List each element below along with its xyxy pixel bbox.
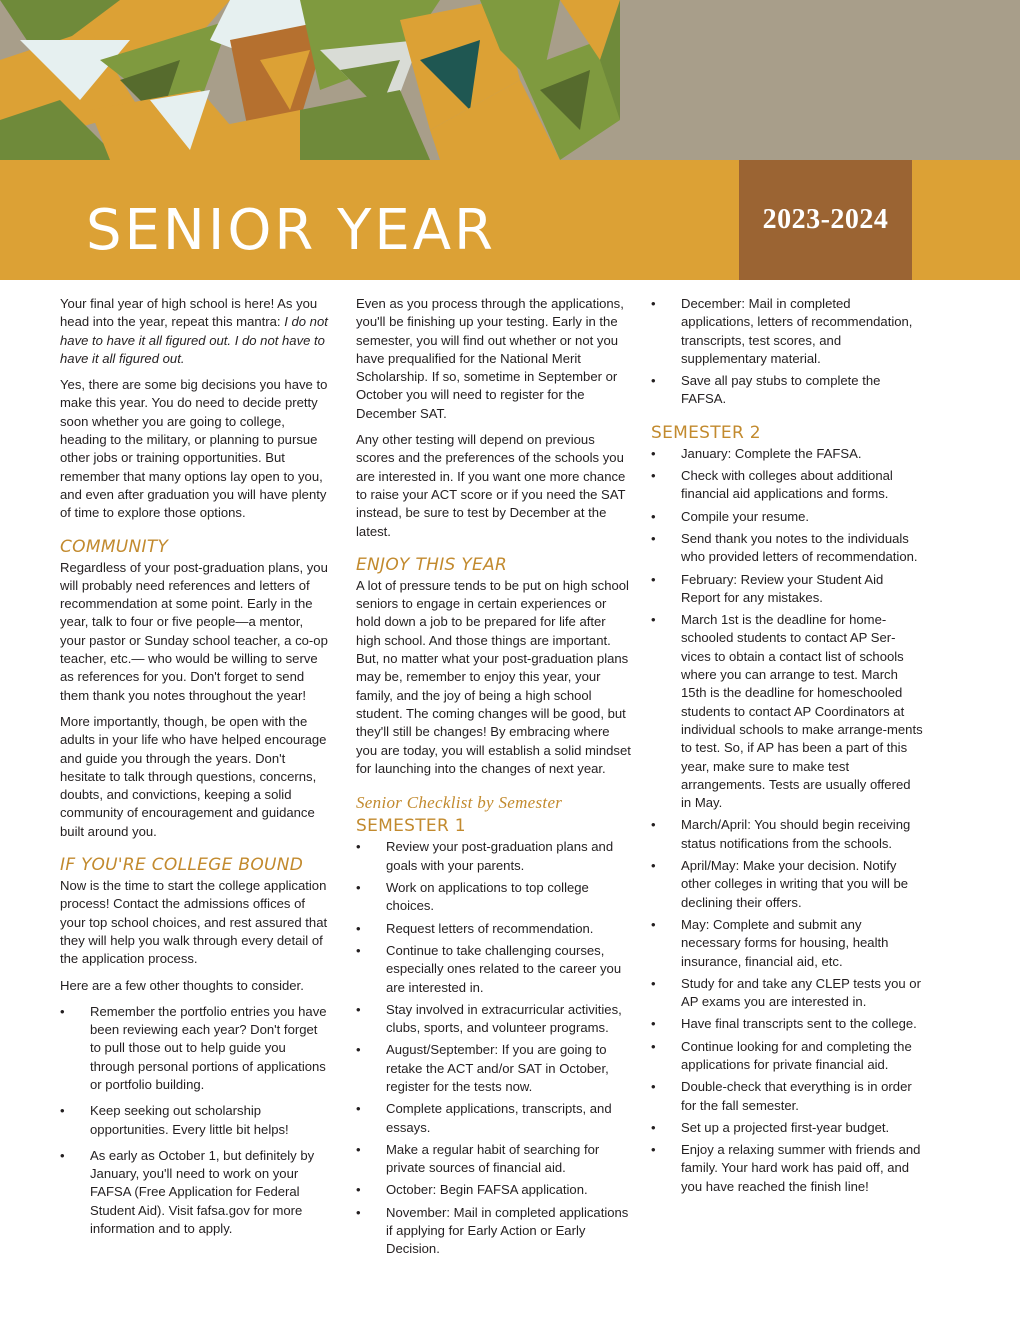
intro-paragraph-2: Yes, there are some big decisions you have to make this year. You do need to decide pretty soon whether you are going to college, heading to the military, or planning to pursue other jobs or training opportunities. But remember that many options lay open to you, and even after graduation you will have plenty of time to explore those options. (60, 377, 328, 521)
geometric-art (0, 0, 1020, 160)
list-item: • Set up a projected first-year budget. (651, 1119, 923, 1137)
list-item: • Work on applications to top college choices. (356, 879, 631, 916)
list-item: • Complete applications, transcripts, and essays. (356, 1100, 631, 1137)
college-heading: IF YOU'RE COLLEGE BOUND (60, 855, 304, 876)
semester-2-list (651, 445, 923, 1196)
testing-paragraph-1: Even as you process through the applications, you'll be finishing up your testing. Early in the semester, you will find out whether or not you have prequalified for the National Merit Scholarship. If so, sometime in September or October you will need to register for the December SAT. (356, 296, 624, 421)
semester-1-list (356, 838, 631, 1258)
enjoy-heading: ENJOY THIS YEAR (356, 554, 508, 575)
list-item: • Enjoy a relaxing summer with friends and family. Your hard work has paid off, and you have reached the finish line! (651, 1141, 923, 1196)
list-item: • Stay involved in extracurricular activities, clubs, sports, and volunteer programs. (356, 1001, 631, 1038)
college-paragraph-1: Now is the time to start the college application process! Contact the admissions offices of your top school choices, and rest assured that they will help you walk through every detail of the application process. (60, 878, 328, 967)
column-1 (60, 295, 330, 1246)
checklist-heading: Senior Checklist by Semester (356, 793, 563, 813)
list-item: • February: Review your Student Aid Report for any mistakes. (651, 571, 923, 608)
semester-1-heading: SEMESTER 1 (356, 816, 466, 837)
page-title: SENIOR YEAR (86, 198, 496, 263)
testing-paragraph-2: Any other testing will depend on previous scores and the preferences of the schools you are interested in. If you want one more chance to raise your ACT score or if you need the SAT instead, be sure to test by December at the latest. (356, 432, 626, 539)
list-item: • March/April: You should begin receiving status notifications from the schools. (651, 816, 923, 853)
list-item: • As early as October 1, but definitely by January, you'll need to work on your FAFSA (Free Application for Federal Student Aid). Visit fafsa.gov for more information and to apply. (60, 1147, 330, 1238)
list-item: • October: Begin FAFSA application. (356, 1181, 631, 1199)
list-item: • Have final transcripts sent to the college. (651, 1015, 923, 1033)
list-item: • March 1st is the deadline for home-schooled students to contact AP Ser-vices to obtain a contact list of schools where you can arrange to test. March 15th is the deadline for homeschooled students to contact AP Coordinators at individual schools to make arrange-ments to test. So, if AP has been a part of this year, make sure to make test arrangements. Tests are usually offered in May. (651, 611, 923, 812)
college-bullet-list (60, 1003, 330, 1239)
community-heading: COMMUNITY (60, 536, 169, 557)
list-item: • January: Complete the FAFSA. (651, 445, 923, 463)
list-item: • Review your post-graduation plans and goals with your parents. (356, 838, 631, 875)
list-item: • Double-check that everything is in order for the fall semester. (651, 1078, 923, 1115)
semester-1-continued-list (651, 295, 923, 409)
list-item: • Continue to take challenging courses, especially ones related to the career you are interested in. (356, 942, 631, 997)
list-item: • Request letters of recommendation. (356, 920, 631, 938)
list-item: • May: Complete and submit any necessary forms for housing, health insurance, financial aid, etc. (651, 916, 923, 971)
list-item: • Continue looking for and completing the applications for private financial aid. (651, 1038, 923, 1075)
intro-text: Your final year of high school is here! As you head into the year, repeat this mantra: (60, 296, 318, 330)
list-item: • Check with colleges about additional financial aid applications and forms. (651, 467, 923, 504)
year-label: 2023-2024 (762, 204, 889, 235)
intro-paragraph-1 (60, 295, 330, 368)
column-2 (356, 295, 631, 1263)
header-banner (0, 0, 1020, 160)
year-badge (739, 160, 912, 280)
semester-2-heading: SEMESTER 2 (651, 422, 761, 443)
list-item: • November: Mail in completed applications if applying for Early Action or Early Decision. (356, 1204, 631, 1259)
college-paragraph-2: Here are a few other thoughts to consider. (60, 977, 304, 993)
list-item: • Compile your resume. (651, 508, 923, 526)
list-item: • Remember the portfolio entries you have been reviewing each year? Don't forget to pull those out to help guide you through personal portions of applications or portfolio building. (60, 1003, 330, 1094)
list-item: • Study for and take any CLEP tests you or AP exams you are interested in. (651, 975, 923, 1012)
list-item: • April/May: Make your decision. Notify other colleges in writing that you will be declining their offers. (651, 857, 923, 912)
mantra-text: I do not have to have it all figured out. I do not have to have it all figured out. (60, 314, 328, 366)
list-item: • Send thank you notes to the individuals who provided letters of recommendation. (651, 530, 923, 567)
community-paragraph-1: Regardless of your post-graduation plans, you will probably need references and letters of recommendation at some point. Early in the year, talk to four or five people—a mentor, your pastor or Sunday school teacher, a co-op teacher, etc.— who would be willing to serve as references for you. Don't forget to send them thank you notes throughout the year! (60, 559, 328, 703)
column-3 (651, 295, 923, 1200)
enjoy-paragraph: A lot of pressure tends to be put on high school seniors to engage in certain experiences or hold down a job to be prepared for life after high school. And those things are important. But, no matter what your post-graduation plans may be, remember to enjoy this year, your family, and the joy of being a high school student. The coming changes will be good, but they'll still be changes! By embracing where you are today, you will establish a solid mindset for launching into the changes of next year. (356, 577, 631, 776)
list-item: • December: Mail in completed applications, letters of recommendation, transcripts, test scores, and supplementary material. (651, 295, 923, 368)
list-item: • Save all pay stubs to complete the FAFSA. (651, 372, 923, 409)
list-item: • Keep seeking out scholarship opportunities. Every little bit helps! (60, 1102, 330, 1139)
list-item: • Make a regular habit of searching for private sources of financial aid. (356, 1141, 631, 1178)
community-paragraph-2: More importantly, though, be open with the adults in your life who have helped encourage and guide you through the years. Don't hesitate to talk through questions, concerns, doubts, and convictions, keeping a solid community of encouragement and guidance built around you. (60, 713, 327, 839)
list-item: • August/September: If you are going to retake the ACT and/or SAT in October, register for the tests now. (356, 1041, 631, 1096)
